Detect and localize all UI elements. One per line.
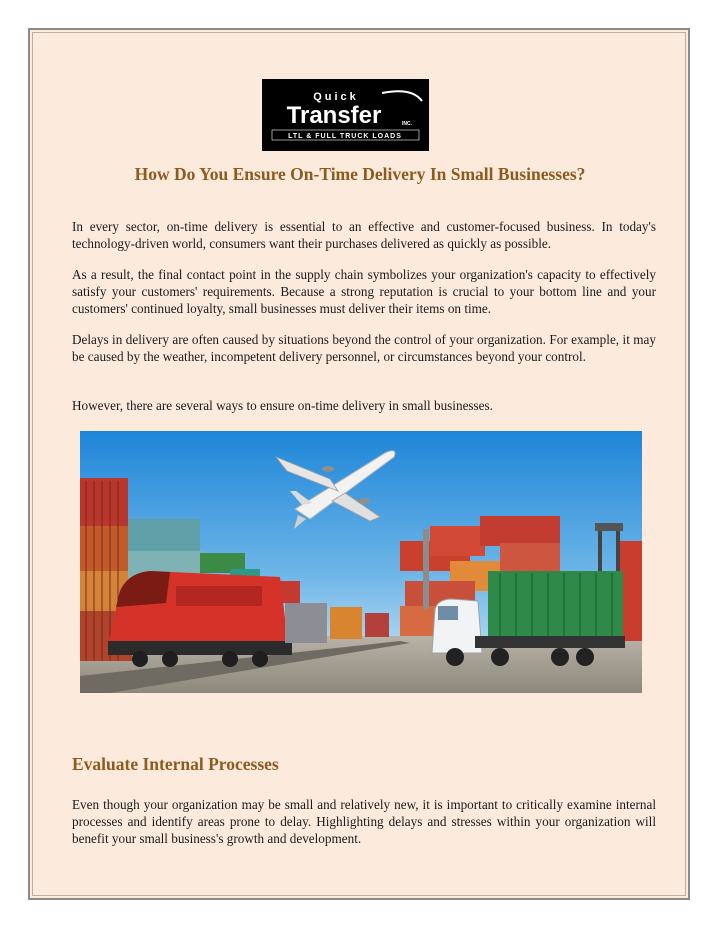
quick-transfer-logo: [262, 79, 429, 151]
logistics-photo: [80, 431, 642, 693]
paragraph-3: Delays in delivery are often caused by situations beyond the control of your organization. For example, it may be caused by the weather, incompetent delivery personnel, or circumstances beyond your control.: [72, 332, 656, 364]
article-title: How Do You Ensure On-Time Delivery In Small Businesses?: [134, 164, 586, 184]
section-heading: Evaluate Internal Processes: [72, 754, 279, 774]
logo-line1: Quick: [313, 91, 359, 103]
section-paragraph: Even though your organization may be small and relatively new, it is important to critically examine internal processes and identify areas prone to delay. Highlighting delays and stresses within your organization will benefit your small business's growth and development.: [72, 797, 656, 846]
logo-suffix: INC.: [402, 121, 412, 127]
logo-tagline: LTL & FULL TRUCK LOADS: [288, 133, 402, 140]
paragraph-2: As a result, the final contact point in the supply chain symbolizes your organization's capacity to effectively satisfy your customers' requirements. Because a strong reputation is crucial to your bottom line and your customers' continued loyalty, small businesses must deliver their items on time.: [72, 267, 656, 316]
paragraph-1: In every sector, on-time delivery is essential to an effective and customer-focused business. In today's technology-driven world, consumers want their purchases delivered as quickly as possible.: [72, 219, 656, 251]
logo-line2: Transfer: [286, 102, 382, 129]
paragraph-4: However, there are several ways to ensure on-time delivery in small businesses.: [72, 398, 493, 413]
